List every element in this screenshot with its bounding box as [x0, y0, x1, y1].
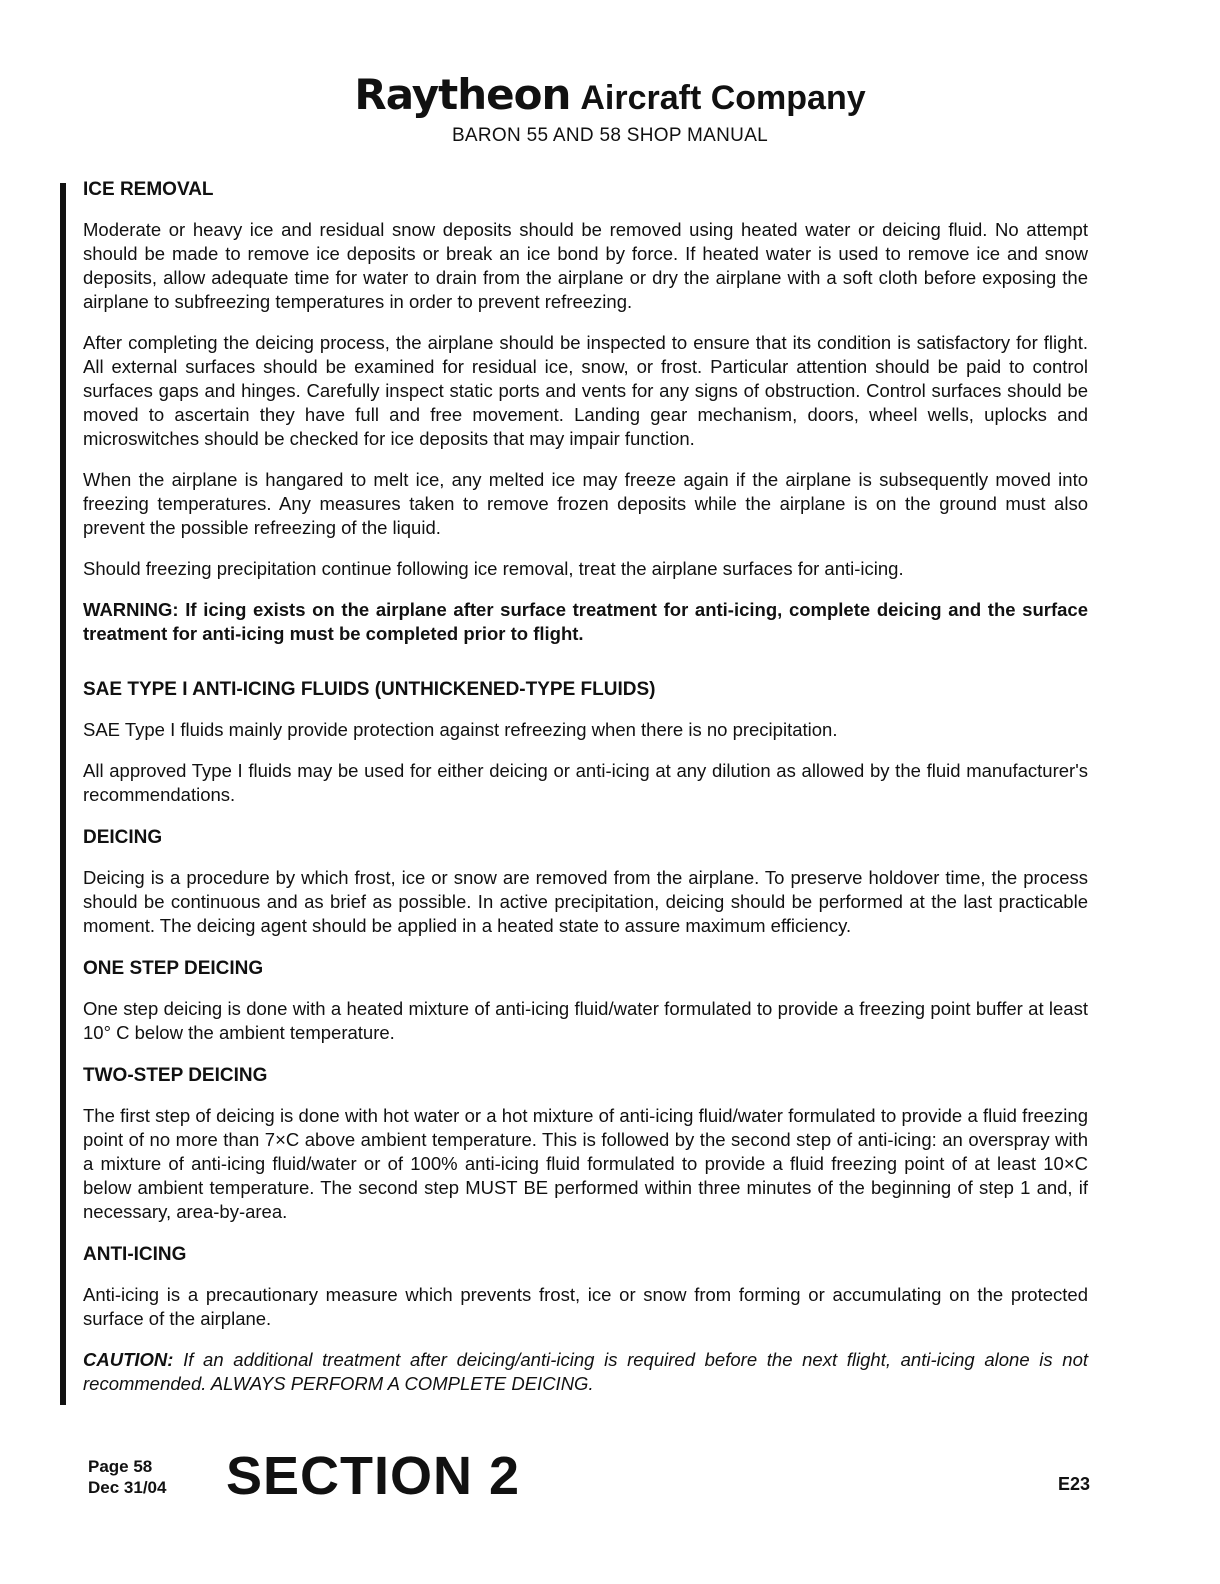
page-footer [88, 1448, 1090, 1508]
caution-text: If an additional treatment after deicing/anti-icing is required before the next flight, anti-icing alone is not recommended. ALWAYS PERFORM A COMPLETE DEICING. [83, 1349, 1089, 1394]
ice-removal-paragraph: When the airplane is hangared to melt ice, any melted ice may freeze again if the airplane is subsequently moved into freezing temperatures. Any measures taken to remove frozen deposits while the airplane is on the ground must also prevent the possible refreezing of the liquid. [83, 469, 1088, 538]
one-step-deicing-paragraph: One step deicing is done with a heated mixture of anti-icing fluid/water formulated to provide a freezing point buffer at least 10° C below the ambient temperature. [83, 998, 1088, 1043]
revision-date: Dec 31/04 [88, 1478, 167, 1497]
deicing-heading: DEICING [83, 827, 163, 848]
ice-removal-paragraph: Moderate or heavy ice and residual snow deposits should be removed using heated water or deicing fluid. No attempt should be made to remove ice deposits or break an ice bond by force. If heated water is used to remove ice and snow deposits, allow adequate time for water to drain from the airplane or dry the airplane with a soft cloth before exposing the airplane to subfreezing temperatures in order to prevent refreezing. [83, 219, 1088, 312]
section-label: SECTION 2 [226, 1446, 521, 1506]
sae-type-1-paragraph: All approved Type I fluids may be used for either deicing or anti-icing at any dilution as allowed by the fluid manufacturer's recommendations. [83, 760, 1088, 805]
anti-icing-paragraph: Anti-icing is a precautionary measure which prevents frost, ice or snow from forming or accumulating on the protected surface of the airplane. [83, 1284, 1088, 1329]
warning-text: If icing exists on the airplane after surface treatment for anti-icing, complete deicing and the surface treatment for anti-icing must be completed prior to flight. [83, 599, 1089, 644]
revision-bar [60, 183, 66, 1405]
caution-label: CAUTION: [83, 1349, 174, 1370]
ice-removal-paragraph: After completing the deicing process, the airplane should be inspected to ensure that its condition is satisfactory for flight. All external surfaces should be examined for residual ice, snow, or frost. Particular attention should be paid to control surfaces gaps and hinges. Carefully inspect static ports and vents for any signs of obstruction. Control surfaces should be moved to ascertain they have full and free movement. Landing gear mechanism, doors, wheel wells, uplocks and microswitches should be checked for ice deposits that may impair function. [83, 332, 1088, 449]
caution-note [83, 1348, 1088, 1396]
sae-type-1-paragraph: SAE Type I fluids mainly provide protection against refreezing when there is no precipitation. [83, 719, 838, 740]
warning-label: WARNING: [83, 599, 179, 620]
document-body [83, 176, 1088, 1396]
ice-removal-paragraph: Should freezing precipitation continue following ice removal, treat the airplane surfaces for anti-icing. [83, 558, 904, 579]
page-info [88, 1456, 166, 1498]
warning-note [83, 598, 1088, 646]
deicing-paragraph: Deicing is a procedure by which frost, ice or snow are removed from the airplane. To preserve holdover time, the process should be continuous and as brief as possible. In active precipitation, deicing should be performed at the last practicable moment. The deicing agent should be applied in a heated state to assure maximum efficiency. [83, 867, 1088, 936]
two-step-deicing-heading: TWO-STEP DEICING [83, 1065, 268, 1086]
one-step-deicing-heading: ONE STEP DEICING [83, 958, 264, 979]
anti-icing-heading: ANTI-ICING [83, 1244, 187, 1265]
document-code: E23 [1057, 1474, 1090, 1494]
raytheon-logo: Raytheon [354, 70, 571, 119]
manual-title: BARON 55 AND 58 SHOP MANUAL [451, 125, 769, 146]
sae-type-1-heading: SAE TYPE I ANTI-ICING FLUIDS (UNTHICKENED-TYPE FLUIDS) [83, 679, 656, 700]
page-header [0, 70, 1220, 147]
brand-title [0, 70, 1220, 123]
page-number: Page 58 [88, 1457, 153, 1476]
company-name: Aircraft Company [580, 79, 866, 117]
two-step-deicing-paragraph: The first step of deicing is done with hot water or a hot mixture of anti-icing fluid/water formulated to provide a fluid freezing point of no more than 7×C above ambient temperature. This is followed by the second step of anti-icing: an overspray with a mixture of anti-icing fluid/water or of 100% anti-icing fluid formulated to provide a fluid freezing point of at least 10×C below ambient temperature. The second step MUST BE performed within three minutes of the beginning of step 1 and, if necessary, area-by-area. [83, 1105, 1088, 1222]
ice-removal-heading: ICE REMOVAL [83, 179, 214, 200]
